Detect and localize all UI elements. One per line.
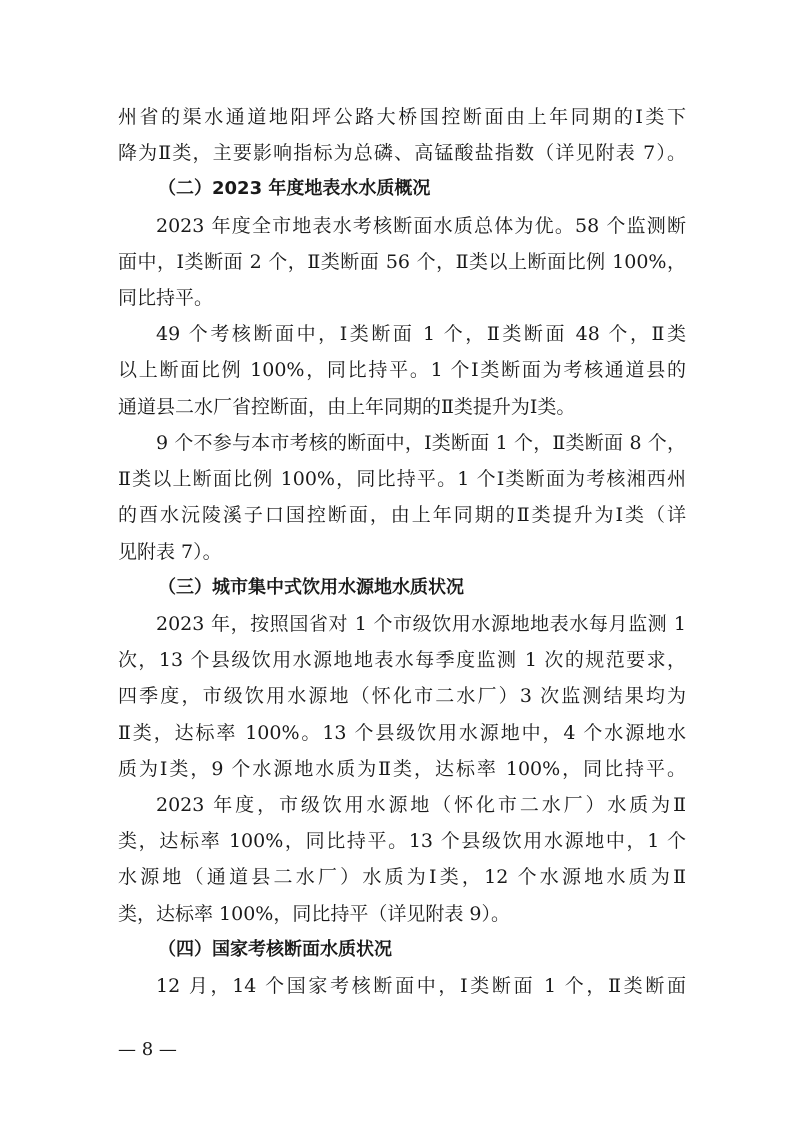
body-text-line: 见附表 7）。 [118, 540, 222, 563]
section-heading-2: （二）2023 年度地表水水质概况 [158, 178, 431, 200]
body-text-line: 州省的渠水通道地阳坪公路大桥国控断面由上年同期的Ⅰ类下 [118, 106, 686, 128]
body-text-line: 面中，Ⅰ类断面 2 个，Ⅱ类断面 56 个，Ⅱ类以上断面比例 100%， [118, 250, 686, 273]
body-text-line: 类，达标率 100%，同比持平（详见附表 9）。 [118, 902, 510, 925]
section-heading-4: （四）国家考核断面水质状况 [158, 938, 392, 960]
body-text-line: 水源地（通道县二水厂）水质为Ⅰ类，12 个水源地水质为Ⅱ [118, 866, 686, 889]
body-text-line: 的酉水沅陵溪子口国控断面，由上年同期的Ⅱ类提升为Ⅰ类（详 [118, 504, 686, 527]
page-number: — 8 — [118, 1039, 177, 1060]
body-text-line: 次，13 个县级饮用水源地地表水每季度监测 1 次的规范要求， [118, 649, 686, 672]
body-text-line: Ⅱ类，达标率 100%。13 个县级饮用水源地中，4 个水源地水 [118, 721, 686, 744]
body-text-line: 通道县二水厂省控断面，由上年同期的Ⅱ类提升为Ⅰ类。 [118, 395, 576, 418]
body-text-line: 9 个不参与本市考核的断面中，Ⅰ类断面 1 个，Ⅱ类断面 8 个， [156, 431, 686, 454]
body-text-line: 2023 年，按照国省对 1 个市级饮用水源地地表水每月监测 1 [156, 612, 686, 635]
body-text-line: 以上断面比例 100%，同比持平。1 个Ⅰ类断面为考核通道县的 [118, 359, 686, 382]
body-text-line: Ⅱ类以上断面比例 100%，同比持平。1 个Ⅰ类断面为考核湘西州 [118, 468, 686, 491]
body-text-line: 49 个考核断面中，Ⅰ类断面 1 个，Ⅱ类断面 48 个，Ⅱ类 [156, 323, 686, 346]
body-text-line: 2023 年度全市地表水考核断面水质总体为优。58 个监测断 [156, 214, 686, 237]
body-text-line: 同比持平。 [118, 287, 214, 310]
body-text-line: 12 月，14 个国家考核断面中，Ⅰ类断面 1 个，Ⅱ类断面 [156, 975, 686, 997]
body-text-line: 2023 年度，市级饮用水源地（怀化市二水厂）水质为Ⅱ [156, 793, 686, 816]
body-text-line: 四季度，市级饮用水源地（怀化市二水厂）3 次监测结果均为 [118, 685, 686, 708]
section-heading-3: （三）城市集中式饮用水源地水质状况 [158, 576, 464, 598]
body-text-line: 质为Ⅰ类，9 个水源地水质为Ⅱ类，达标率 100%，同比持平。 [118, 757, 686, 780]
body-text-line: 降为Ⅱ类，主要影响指标为总磷、高锰酸盐指数（详见附表 7）。 [118, 142, 686, 165]
body-text-line: 类，达标率 100%，同比持平。13 个县级饮用水源地中，1 个 [118, 830, 686, 853]
